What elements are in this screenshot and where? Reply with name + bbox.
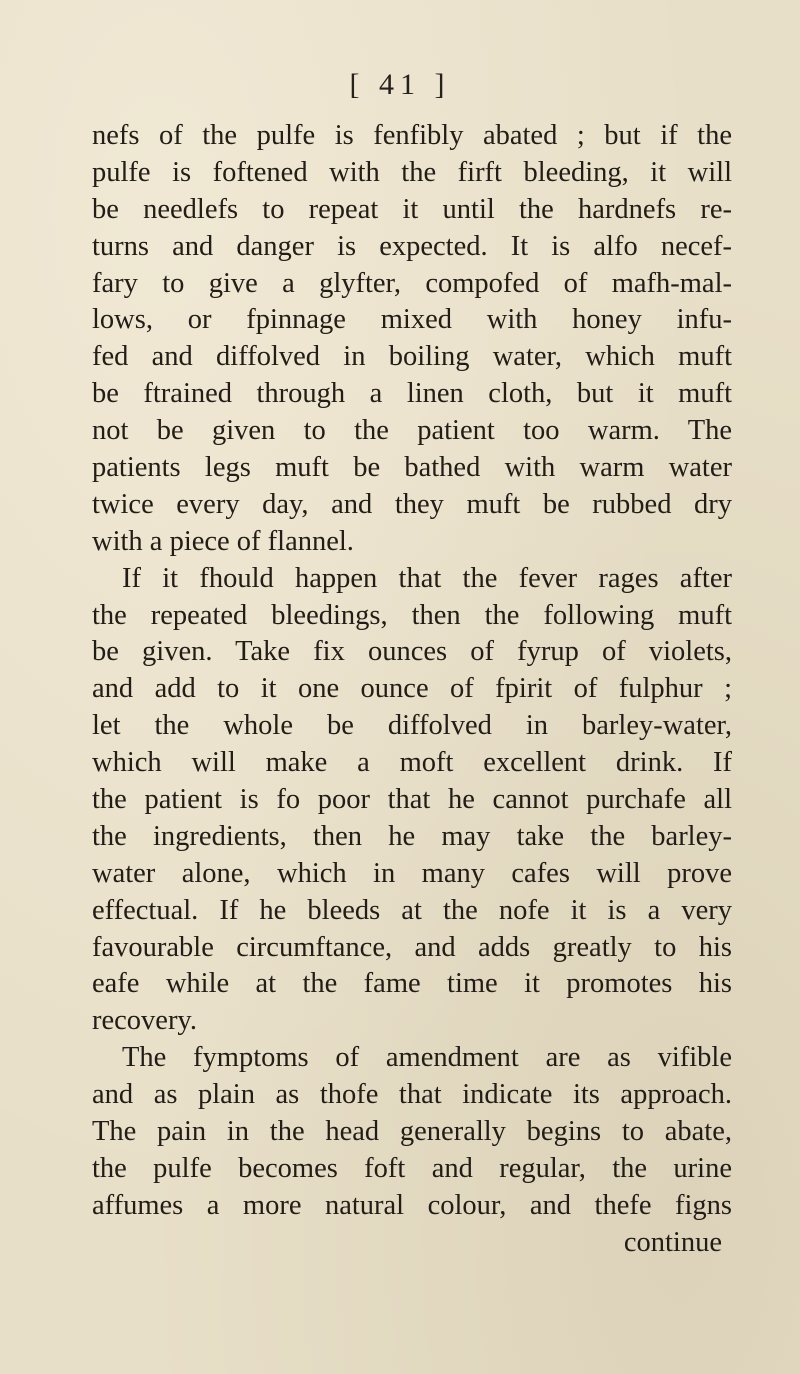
text-line: the repeated bleedings, then the following muft <box>92 599 732 631</box>
catchword: continue <box>623 1226 722 1258</box>
text-line: let the whole be diffolved in barley-water, <box>92 710 732 742</box>
text-line: be needlefs to repeat it until the hardnefs re- <box>92 193 732 225</box>
text-line: nefs of the pulfe is fenfibly abated ; but if the <box>92 120 732 151</box>
text-line: which will make a moft excellent drink. If <box>92 747 732 779</box>
body-text <box>92 118 732 1262</box>
text-line: twice every day, and they muft be rubbed dry <box>92 488 732 520</box>
text-line: be given. Take fix ounces of fyrup of violets, <box>92 636 732 668</box>
text-line: the ingredients, then he may take the barley- <box>92 820 732 852</box>
text-line: turns and danger is expected. It is alfo necef- <box>92 230 732 262</box>
text-line: and add to it one ounce of fpirit of fulphur ; <box>92 673 732 705</box>
text-line: favourable circumftance, and adds greatly to his <box>92 931 732 963</box>
text-line: The fymptoms of amendment are as vifible <box>122 1042 732 1074</box>
text-line: eafe while at the fame time it promotes his <box>92 968 732 1000</box>
text-line: If it fhould happen that the fever rages after <box>122 562 732 594</box>
text-line: affumes a more natural colour, and thefe figns <box>92 1189 732 1221</box>
text-line: pulfe is foftened with the firft bleeding, it will <box>92 156 732 188</box>
text-line: the patient is fo poor that he cannot purchafe all <box>92 784 732 816</box>
text-line: and as plain as thofe that indicate its approach. <box>92 1079 732 1111</box>
text-line: fed and diffolved in boiling water, which muft <box>92 341 732 373</box>
text-line: not be given to the patient too warm. The <box>92 415 732 447</box>
text-line: with a piece of flannel. <box>92 525 354 557</box>
text-line: water alone, which in many cafes will prove <box>92 857 732 889</box>
text-line: lows, or fpinnage mixed with honey infu- <box>92 304 732 336</box>
text-line: The pain in the head generally begins to abate, <box>92 1116 732 1148</box>
text-line: fary to give a glyfter, compofed of mafh-mal- <box>92 267 732 299</box>
page-number: [ 41 ] <box>349 68 451 101</box>
text-line: recovery. <box>92 1005 197 1037</box>
text-line: the pulfe becomes foft and regular, the urine <box>92 1152 732 1184</box>
text-line: effectual. If he bleeds at the nofe it is a very <box>92 894 732 926</box>
text-line: be ftrained through a linen cloth, but it muft <box>92 378 732 410</box>
text-line: patients legs muft be bathed with warm water <box>92 452 732 484</box>
